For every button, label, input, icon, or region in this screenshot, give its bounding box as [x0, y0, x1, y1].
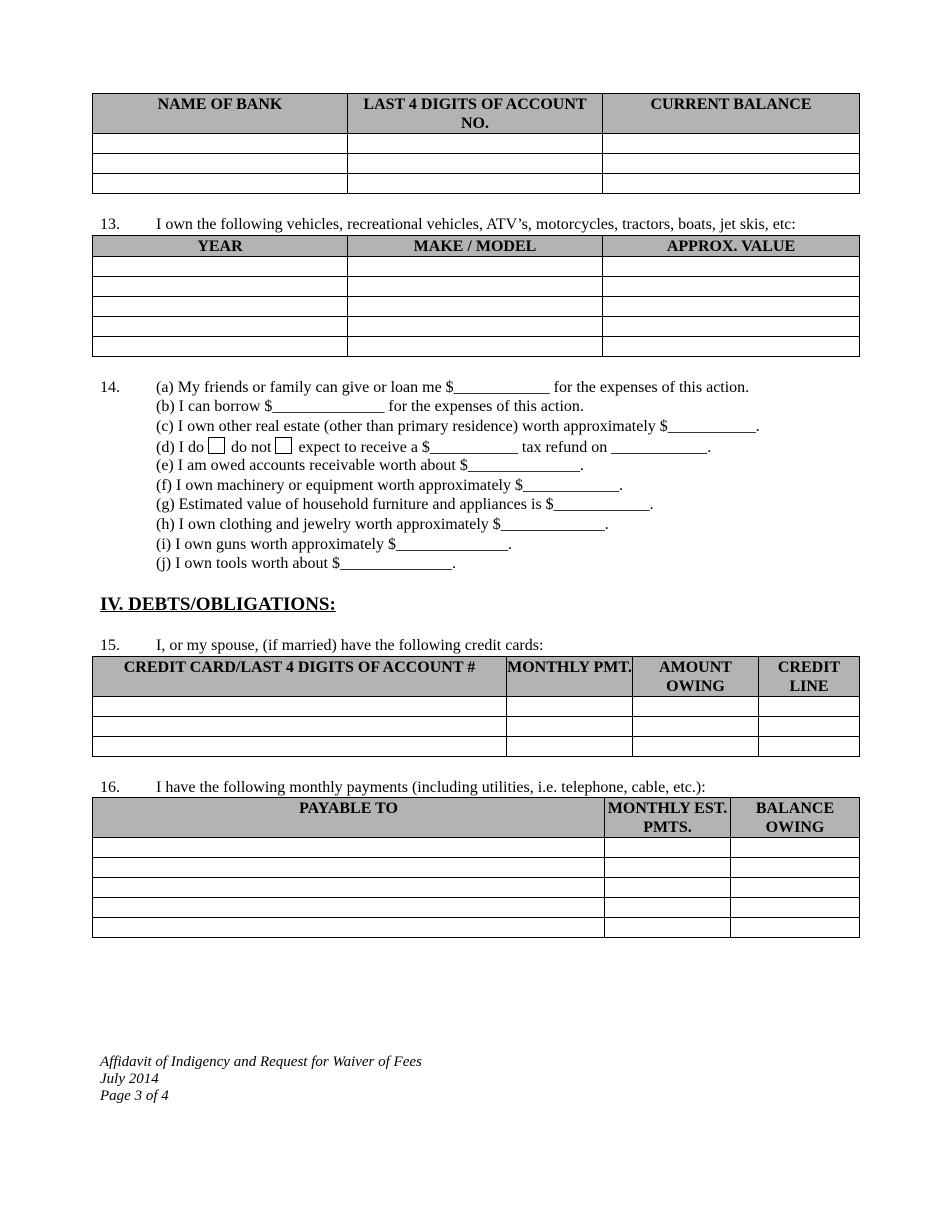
table-cell[interactable] — [603, 297, 860, 317]
table-cell[interactable] — [759, 697, 860, 717]
item-14d-suffix: expect to receive a $___________ tax refund on ____________. — [298, 439, 712, 456]
table-cell[interactable] — [507, 717, 633, 737]
col-header-last-4-digits: LAST 4 DIGITS OF ACCOUNT NO. — [348, 94, 603, 134]
col-header-year: YEAR — [93, 236, 348, 257]
col-header-name-of-bank: NAME OF BANK — [93, 94, 348, 134]
table-cell[interactable] — [605, 858, 731, 878]
table-cell[interactable] — [731, 898, 860, 918]
table-cell[interactable] — [603, 174, 860, 194]
item-16-number: 16. — [100, 779, 120, 796]
table-row — [93, 277, 860, 297]
table-cell[interactable] — [731, 878, 860, 898]
table-cell[interactable] — [633, 717, 759, 737]
table-cell[interactable] — [93, 134, 348, 154]
item-14f: (f) I own machinery or equipment worth approximately $____________. — [156, 477, 623, 494]
table-cell[interactable] — [348, 277, 603, 297]
table-cell[interactable] — [633, 697, 759, 717]
table-cell[interactable] — [93, 717, 507, 737]
footer-form-title: Affidavit of Indigency and Request for Waiver of Fees — [100, 1054, 422, 1070]
table-cell[interactable] — [93, 277, 348, 297]
item-14d-mid: do not — [230, 439, 272, 456]
col-header-payable-to: PAYABLE TO — [93, 798, 605, 838]
table-cell[interactable] — [93, 317, 348, 337]
vehicles-table — [92, 235, 860, 357]
table-cell[interactable] — [348, 337, 603, 357]
table-cell[interactable] — [93, 697, 507, 717]
item-14c: (c) I own other real estate (other than primary residence) worth approximately $___________. — [156, 418, 760, 435]
table-cell[interactable] — [603, 337, 860, 357]
table-cell[interactable] — [348, 297, 603, 317]
item-14-number: 14. — [100, 379, 120, 396]
col-header-monthly-pmt: MONTHLY PMT. — [507, 657, 633, 697]
table-cell[interactable] — [605, 838, 731, 858]
item-14h: (h) I own clothing and jewelry worth approximately $_____________. — [156, 516, 609, 533]
table-cell[interactable] — [93, 174, 348, 194]
table-row — [93, 918, 860, 938]
table-cell[interactable] — [603, 134, 860, 154]
footer-date: July 2014 — [100, 1071, 159, 1087]
col-header-credit-card: CREDIT CARD/LAST 4 DIGITS OF ACCOUNT # — [93, 657, 507, 697]
page-footer — [100, 1054, 422, 1105]
table-cell[interactable] — [731, 838, 860, 858]
table-row — [93, 858, 860, 878]
item-14j: (j) I own tools worth about $______________. — [156, 555, 456, 572]
table-row — [93, 134, 860, 154]
table-cell[interactable] — [93, 737, 507, 757]
table-cell[interactable] — [603, 154, 860, 174]
do-checkbox[interactable] — [208, 437, 225, 454]
table-cell[interactable] — [93, 878, 605, 898]
item-14d-prefix: (d) I do — [156, 439, 204, 456]
table-cell[interactable] — [348, 174, 603, 194]
table-cell[interactable] — [348, 134, 603, 154]
item-14d — [156, 437, 711, 458]
table-cell[interactable] — [507, 697, 633, 717]
table-row — [93, 898, 860, 918]
table-cell[interactable] — [348, 257, 603, 277]
table-cell[interactable] — [93, 337, 348, 357]
section-heading-debts: IV. DEBTS/OBLIGATIONS: — [100, 594, 336, 615]
table-cell[interactable] — [93, 918, 605, 938]
table-row — [93, 838, 860, 858]
col-header-amount-owing: AMOUNT OWING — [633, 657, 759, 697]
table-cell[interactable] — [93, 838, 605, 858]
col-header-credit-line: CREDIT LINE — [759, 657, 860, 697]
col-header-approx-value: APPROX. VALUE — [603, 236, 860, 257]
do-not-checkbox[interactable] — [275, 437, 292, 454]
item-14g: (g) Estimated value of household furniture and appliances is $____________. — [156, 496, 654, 513]
table-row — [93, 737, 860, 757]
monthly-payments-table — [92, 797, 860, 938]
col-header-make-model: MAKE / MODEL — [348, 236, 603, 257]
table-cell[interactable] — [731, 918, 860, 938]
table-row — [93, 297, 860, 317]
table-row — [93, 317, 860, 337]
table-cell[interactable] — [605, 878, 731, 898]
col-header-balance-owing: BALANCE OWING — [731, 798, 860, 838]
table-cell[interactable] — [603, 277, 860, 297]
table-cell[interactable] — [759, 737, 860, 757]
item-14b: (b) I can borrow $______________ for the expenses of this action. — [156, 398, 584, 415]
footer-page-number: Page 3 of 4 — [100, 1088, 169, 1104]
table-cell[interactable] — [93, 257, 348, 277]
credit-cards-table — [92, 656, 860, 757]
table-row — [93, 257, 860, 277]
table-row — [93, 697, 860, 717]
bank-accounts-table — [92, 93, 860, 194]
table-cell[interactable] — [605, 898, 731, 918]
col-header-monthly-est-pmts: MONTHLY EST. PMTS. — [605, 798, 731, 838]
item-14i: (i) I own guns worth approximately $______________. — [156, 536, 512, 553]
table-row — [93, 717, 860, 737]
table-cell[interactable] — [348, 154, 603, 174]
item-15-number: 15. — [100, 637, 120, 654]
table-cell[interactable] — [93, 858, 605, 878]
table-cell[interactable] — [633, 737, 759, 757]
item-16-text: I have the following monthly payments (including utilities, i.e. telephone, cable, etc.): — [156, 779, 706, 796]
table-cell[interactable] — [603, 317, 860, 337]
table-cell[interactable] — [348, 317, 603, 337]
table-cell[interactable] — [605, 918, 731, 938]
table-cell[interactable] — [507, 737, 633, 757]
item-13-number: 13. — [100, 216, 120, 233]
table-cell[interactable] — [759, 717, 860, 737]
item-14e: (e) I am owed accounts receivable worth about $______________. — [156, 457, 584, 474]
table-cell[interactable] — [731, 858, 860, 878]
table-row — [93, 174, 860, 194]
table-row — [93, 878, 860, 898]
table-cell[interactable] — [93, 154, 348, 174]
table-cell[interactable] — [93, 898, 605, 918]
item-14a: (a) My friends or family can give or loan me $____________ for the expenses of this action. — [156, 379, 750, 396]
col-header-current-balance: CURRENT BALANCE — [603, 94, 860, 134]
item-13-text: I own the following vehicles, recreational vehicles, ATV’s, motorcycles, tractors, boats, jet skis, etc: — [156, 216, 796, 233]
table-row — [93, 337, 860, 357]
table-cell[interactable] — [93, 297, 348, 317]
table-cell[interactable] — [603, 257, 860, 277]
table-row — [93, 154, 860, 174]
item-15-text: I, or my spouse, (if married) have the following credit cards: — [156, 637, 544, 654]
